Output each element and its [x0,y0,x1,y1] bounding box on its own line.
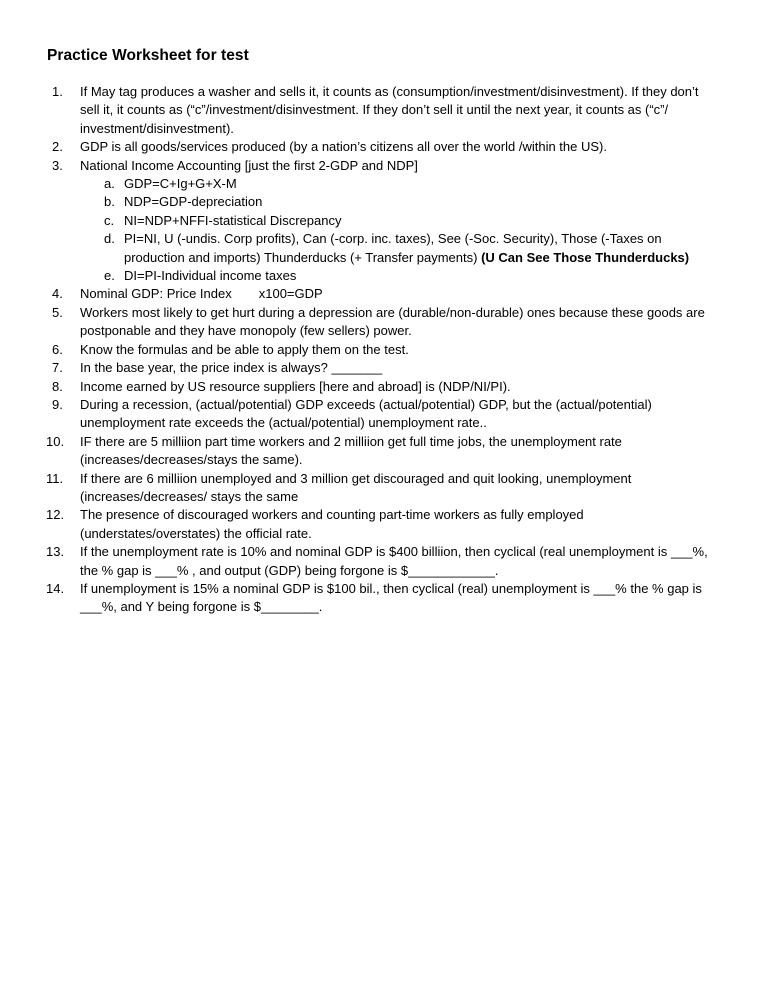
item-number: 3. [52,157,63,173]
item-text: During a recession, (actual/potential) GDP exceeds (actual/potential) GDP, but the (actual/potential) unemployment rate exceeds the (actual/potential) unemployment rate.. [80,396,652,431]
sub-item-letter: d. [104,231,115,247]
item-text: Know the formulas and be able to apply them on the test. [80,341,409,357]
item-number: 1. [52,84,63,99]
item-text: National Income Accounting [just the first 2-GDP and NDP] [80,157,418,173]
list-item [0,359,720,377]
item-number: 14. [46,580,65,596]
sub-item [0,267,718,285]
sub-item [0,212,718,230]
mnemonic-text: (U Can See Those Thunderducks) [481,249,690,265]
item-text: The presence of discouraged workers and counting part-time workers as fully employed (understates/overstates) the official rate. [80,507,584,541]
list-item [0,285,720,303]
sub-item [0,230,718,267]
page-title: Practice Worksheet for test [47,47,249,64]
sub-item-text: DI=PI-Individual income taxes [124,268,297,284]
sub-item-letter: c. [104,212,115,228]
item-number: 4. [52,286,63,302]
list-item [0,157,720,175]
item-number: 5. [52,304,63,320]
item-text: If the unemployment rate is 10% and nominal GDP is $400 billiion, then cyclical (real unemployment is ___%, the % gap is ___% , and output (GDP) being forgone is $____________. [80,544,708,578]
sub-item [0,193,718,211]
item-number: 11. [46,470,64,486]
item-number: 12. [46,507,65,523]
item-text: Workers most likely to get hurt during a depression are (durable/non-durable) ones because these goods are postponable and they have monopoly (few sellers) power. [80,304,705,339]
sub-item-text: GDP=C+Ig+G+X-M [124,176,237,192]
sub-item [0,175,718,193]
item-text: Income earned by US resource suppliers [here and abroad] is (NDP/NI/PI). [80,378,511,394]
item-text: IF there are 5 milliion part time workers and 2 milliion get full time jobs, the unemployment rate (increases/decreases/stays the same). [80,433,622,468]
list-item [0,543,720,580]
sub-item-text: PI=NI, U (-undis. Corp profits), Can (-corp. inc. taxes), See (-Soc. Security), Those (-Taxes on production and imports) Thunderducks (+ Transfer payments) [124,231,662,265]
sub-item-text: NI=NDP+NFFI-statistical Discrepancy [124,212,342,228]
item-number: 13. [46,544,65,560]
list-item [0,138,720,156]
question-list [0,83,768,617]
item-text: If May tag produces a washer and sells it, it counts as (consumption/investment/disinvestment). If they don’t sell it, it counts as (“c”/investment/disinvestment. If they don’t sell it until the next year, it counts as (“c”/ investment/disinvestment). [80,84,699,136]
sub-item-letter: a. [104,176,115,192]
list-item [0,341,720,359]
list-item [0,580,720,617]
item-text: x100=GDP [258,286,323,302]
item-text: Nominal GDP: Price Index [80,286,232,302]
item-text: If there are 6 milliion unemployed and 3 million get discouraged and quit looking, unemployment (increases/decreases/ stays the same [80,470,632,504]
item-text: If unemployment is 15% a nominal GDP is $100 bil., then cyclical (real) unemployment is ___% the % gap is ___%, and Y being forgone is $________. [80,580,702,615]
item-number: 7. [52,360,63,376]
item-number: 6. [52,341,63,357]
item-number: 10. [46,433,65,449]
list-item [0,83,720,138]
item-number: 8. [52,378,63,394]
list-item [0,304,720,341]
item-text: In the base year, the price index is always? _______ [80,360,383,376]
list-item [0,396,720,433]
list-item [0,433,720,470]
item-number: 9. [52,396,63,412]
item-number: 2. [52,139,63,155]
sub-item-letter: b. [104,194,115,210]
item-text: GDP is all goods/services produced (by a nation’s citizens all over the world /within the US). [80,139,607,155]
list-item [0,470,720,507]
sub-item-text: NDP=GDP-depreciation [124,194,263,210]
sub-item-letter: e. [104,268,115,284]
list-item [0,378,720,396]
list-item [0,506,720,543]
